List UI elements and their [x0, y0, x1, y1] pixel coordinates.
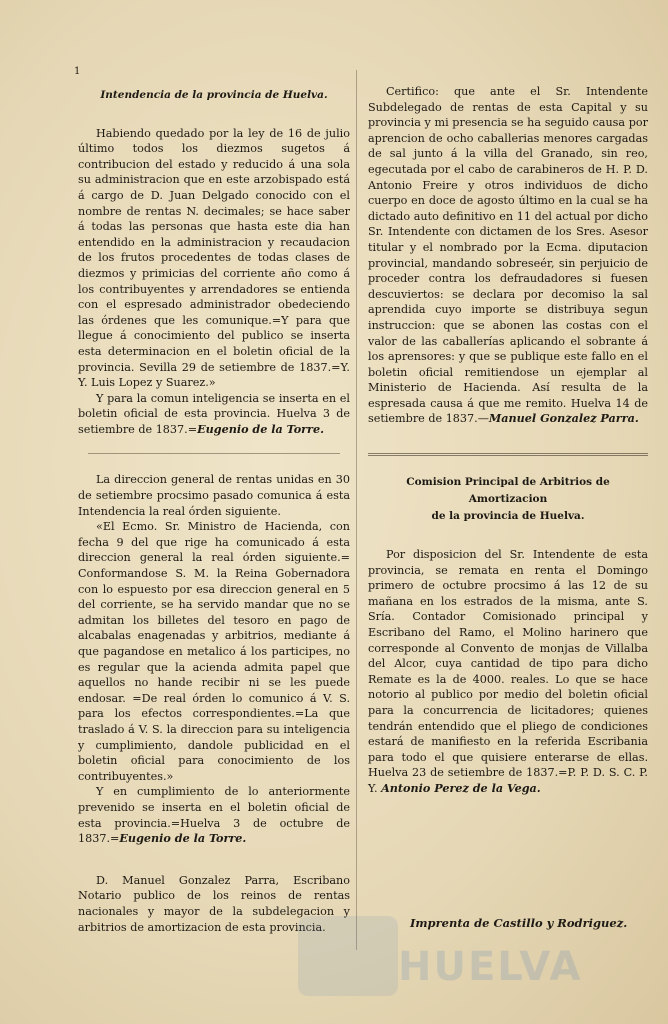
notary-intro: D. Manuel Gonzalez Parra, Escribano Notario publico de los reinos de rentas nacionales y mayor de la subdelegacion y arbitrios de amortizacion de esta provincia. — [78, 873, 350, 934]
section-rule — [88, 453, 340, 454]
real-orden-text: «El Ecmo. Sr. Ministro de Hacienda, con fecha 9 del que rige ha comunicado á esta direccion general la real órden siguiente.= Conformandose S. M. la Reina Gobernadora con lo espuesto por esa direccion general en 5 del corriente, se ha servido mandar que no se admitan los billetes del tesoro en pago de alcabalas enagenadas y arbitrios, mediante á que pagandose en metalico á los participes, no es regular que la acienda admita papel que aquellos no hande recibir ni se les puede endosar. =De real órden lo comunico á V. S. para los efectos correspondientes.=La que traslado á V. S. la direccion para su inteligencia y cumplimiento, dandole publicidad en el boletin oficial para conocimiento de los contribuyentes.» — [78, 520, 350, 783]
signature-torre-2: Eugenio de la Torre. — [119, 831, 247, 846]
notice-diezmos-insert — [78, 391, 350, 438]
printer-imprint: Imprenta de Castillo y Rodriguez. — [410, 916, 628, 930]
certificate-body: Certifico: que ante el Sr. Intendente Subdelegado de rentas de esta Capital y su provincia y mi presencia se ha seguido causa por aprencion de ocho caballerias menores cargadas de sal junto á la villa del Granado, sin reo, egecutada por el cabo de carabineros de H. P. D. Antonio Freire y otros individuos de dicho cuerpo en doce de agosto último en la cual se ha dictado auto definitivo en 11 del actual por dicho Sr. Intendente con dictamen de los Sres. Asesor titular y el nombrado por la Ecma. diputacion provincial, mandando sobreseér, sin perjuicio de proceder contra los defraudadores si fuesen descuviertos: se declara por decomiso la sal aprendida cuyo importe se distribuya segun instruccion: que se abonen las costas con el valor de las caballerías aplicando el sobrante á los aprensores: y que se publique este fallo en el boletin oficial remitiendose un ejemplar al Ministerio de Hacienda. Así resulta de la espresada causa á que me remito. Huelva 14 de setiembre de 1837.— — [368, 85, 648, 426]
section-gap — [78, 847, 350, 873]
auction-notice — [368, 547, 648, 797]
commission-heading-2: de la provincia de Huelva. — [431, 510, 585, 523]
signature-perez: Antonio Perez de la Vega. — [381, 780, 541, 795]
commission-heading-1: Comision Principal de Arbitrios de Amortizacion — [406, 476, 610, 506]
archive-watermark-text: HUELVA — [398, 944, 583, 990]
signature-torre-1: Eugenio de la Torre. — [197, 421, 324, 436]
cumplimiento-text: Y en cumplimiento de lo anteriormente prevenido se inserta en el boletin oficial de esta provincia.=Huelva 3 de octubre de 1837.= — [78, 785, 350, 846]
notice-rentas-unidas: La direccion general de rentas unidas en 30 de setiembre procsimo pasado comunica á esta Intendencia la real órden siguiente. — [78, 473, 350, 518]
left-heading: Intendencia de la provincia de Huelva. — [100, 89, 328, 101]
column-divider — [356, 70, 357, 950]
signature-parra: Manuel Gonzalez Parra. — [488, 411, 639, 426]
archive-watermark-logo — [298, 916, 398, 996]
right-column — [368, 84, 648, 797]
page-marker: 1 — [74, 66, 81, 77]
section-rule-double — [368, 453, 648, 456]
certificate-text — [368, 84, 648, 427]
left-column — [78, 84, 350, 935]
insert-text: Y para la comun inteligencia se inserta en el boletin oficial de esta provincia. Huelva 3 de setiembre de 1837.= — [78, 391, 350, 436]
notice-diezmos: Habiendo quedado por la ley de 16 de julio último todos los diezmos sugetos á contribucion del estado y reducido á una sola su administracion que en este arzobispado está á cargo de D. Juan Delgado conocido con el nombre de rentas N. decimales; se hace saber á todas las personas que hasta este dia han entendido en la administracion y recaudacion de los frutos procedentes de todas clases de diezmos y primicias del corriente año como á los contribuyentes y arrendadores se entienda con el espresado administrador obedeciendo las órdenes que les comunique.=Y para que llegue á conocimiento del publico se inserta esta determinacion en el boletin oficial de la provincia. Sevilla 29 de setiembre de 1837.=Y. Y. Luis Lopez y Suarez.» — [78, 126, 350, 390]
auction-text: Por disposicion del Sr. Intendente de esta provincia, se remata en renta el Domingo primero de octubre procsimo á las 12 de su mañana en los estrados de la misma, ante S. Sría. Contador Comisionado principal y Escribano del Ramo, el Molino harinero que corresponde al Convento de monjas de Villalba del Alcor, cuya cantidad de tipo para dicho Remate es la de 4000. reales. Lo que se hace notorio al publico por medio del boletin oficial para la concurrencia de licitadores; quienes tendrán entendido que el pliego de condiciones estará de manifiesto en la referida Escribania para todo el que quisiere enterarse de ellas. Huelva 23 de setiembre de 1837.=P. P. D. S. C. P. Y. — [368, 548, 648, 795]
notice-cumplimiento — [78, 784, 350, 846]
